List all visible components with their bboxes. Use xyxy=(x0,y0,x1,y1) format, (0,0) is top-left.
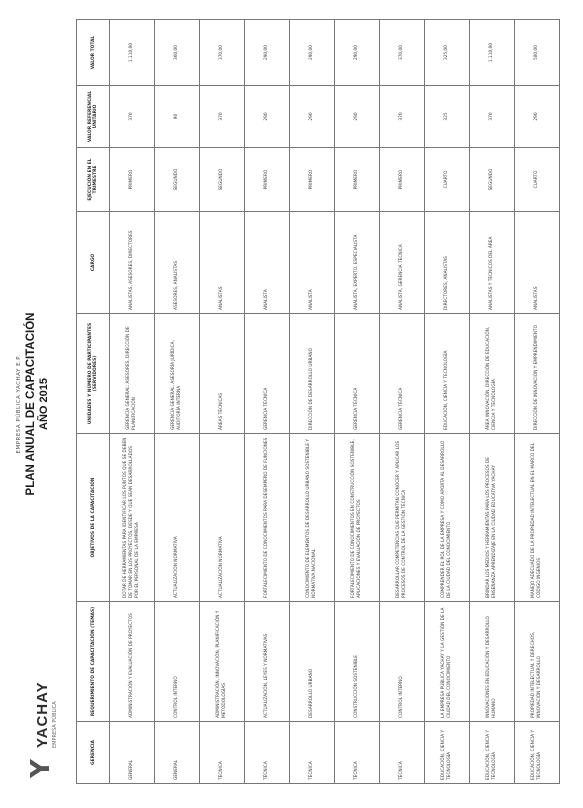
cell-objetivo: MANEJO ADECUADO DE LA PROPIEDAD INTELECTUAL EN EL MARCO DEL CÓDIGO INGENIOS xyxy=(515,434,560,602)
cell-gerencia: TÉCNICA xyxy=(380,722,425,784)
cell-valor-unitario: 370 xyxy=(200,86,245,148)
cell-tema: CONSTRUCCIÓN SOSTENIBLE xyxy=(335,602,380,722)
cell-unidades: GERENCIA TÉCNICA xyxy=(335,314,380,434)
cell-unidades: EDUCACIÓN, CIENCIA Y TECNOLOGÍA xyxy=(425,314,470,434)
column-header: EJECUCIÓN EN EL TRIMESTRE xyxy=(77,148,110,212)
cell-valor-total: 290,00 xyxy=(245,20,290,86)
cell-unidades: GERENCIA TÉCNICA xyxy=(245,314,290,434)
cell-unidades: ÁREA INNOVACIÓN, DIRECCIÓN DE EDUCACIÓN, CIENCIA Y TECNOLOGÍA xyxy=(470,314,515,434)
cell-valor-total: 370,00 xyxy=(200,20,245,86)
table-row xyxy=(110,20,155,784)
cell-valor-total: 1.110,00 xyxy=(470,20,515,86)
cell-valor-unitario: 290 xyxy=(515,86,560,148)
cell-valor-total: 290,00 xyxy=(290,20,335,86)
cell-valor-unitario: 370 xyxy=(470,86,515,148)
cell-valor-total: 580,00 xyxy=(515,20,560,86)
training-plan-table xyxy=(76,19,560,784)
cell-trimestre: PRIMERO xyxy=(335,148,380,212)
cell-unidades: GERENCIA GENERAL: ASESORES, DIRECCIÓN DE PLANIFICACIÓN xyxy=(110,314,155,434)
column-header: VALOR REFERENCIAL UNITARIO xyxy=(77,86,110,148)
cell-valor-unitario: 290 xyxy=(335,86,380,148)
cell-tema: ADMINISTRACIÓN, INNOVACIÓN, PLANIFICACIÓN Y METODOLOGÍAS xyxy=(200,602,245,722)
cell-cargo: ANALISTA, EXPERTO, ESPECIALISTA xyxy=(335,212,380,314)
cell-trimestre: SEGUNDO xyxy=(470,148,515,212)
cell-tema: ACTUALIZACIÓN, LEYES Y NORMATIVAS xyxy=(245,602,290,722)
cell-trimestre: SEGUNDO xyxy=(155,148,200,212)
cell-tema: ADMINISTRACIÓN Y EVALUACIÓN DE PROYECTOS xyxy=(110,602,155,722)
cell-valor-total: 1.110,00 xyxy=(110,20,155,86)
cell-cargo: ANALISTA, GERENCIA TÉCNICA xyxy=(380,212,425,314)
table-row xyxy=(155,20,200,784)
cell-gerencia: EDUCACIÓN, CIENCIA Y TECNOLOGÍA xyxy=(515,722,560,784)
cell-cargo: DIRECTORES, ANALISTAS xyxy=(425,212,470,314)
cell-objetivo: DESARROLLAR COMPETENCIAS QUE PERMITAN CONOCER Y APLICAR LOS PROCESOS DE CONTROL DE LA GESTIÓN TÉCNICA xyxy=(380,434,425,602)
cell-valor-unitario: 370 xyxy=(380,86,425,148)
cell-cargo: ANALISTA xyxy=(245,212,290,314)
cell-tema: INNOVACIONES EN EDUCACIÓN Y DESARROLLO HUMANO xyxy=(470,602,515,722)
column-header: OBJETIVOS DE LA CAPACITACIÓN xyxy=(77,434,110,602)
cell-objetivo: FORTALECIMIENTO DE CONOCIMIENTOS PARA DESEMPEÑO DE FUNCIONES xyxy=(245,434,290,602)
cell-objetivo: DOTAR DE HERRAMIENTAS PARA IDENTIFICAR LOS PUNTOS QUE SE DEBEN DE TOMAR EN LOS PROYECTOS, DESDE Y QUE SEAN DESARROLLADOS POR EL PERSONAL DE LA EMPRESA xyxy=(110,434,155,602)
column-header: REQUERIMIENTO DE CAPACITACIÓN (TEMAS) xyxy=(77,602,110,722)
cell-trimestre: PRIMERO xyxy=(290,148,335,212)
table-row xyxy=(470,20,515,784)
column-header: CARGO xyxy=(77,212,110,314)
cell-valor-total: 290,00 xyxy=(335,20,380,86)
table-row xyxy=(245,20,290,784)
column-header: UNIDADES Y NÚMERO DE PARTICIPANTES (SERVIDORES) xyxy=(77,314,110,434)
cell-gerencia: TÉCNICA xyxy=(290,722,335,784)
table-row xyxy=(515,20,560,784)
table-row xyxy=(200,20,245,784)
cell-valor-unitario: 290 xyxy=(290,86,335,148)
cell-valor-total: 370,00 xyxy=(380,20,425,86)
document-year: AÑO 2015 xyxy=(38,378,50,430)
cell-valor-unitario: 290 xyxy=(245,86,290,148)
cell-valor-unitario: 325 xyxy=(425,86,470,148)
cell-gerencia: TÉCNICA xyxy=(200,722,245,784)
logo-subtext: EMPRESA PÚBLICA xyxy=(52,701,58,748)
cell-trimestre: PRIMERO xyxy=(110,148,155,212)
table-row xyxy=(335,20,380,784)
cell-trimestre: CUARTO xyxy=(515,148,560,212)
cell-gerencia: GENERAL xyxy=(110,722,155,784)
yachay-logo-icon: Y xyxy=(26,759,56,778)
column-header: VALOR TOTAL xyxy=(77,20,110,86)
cell-objetivo: FORTALECIMIENTO DE CONOCIMIENTOS EN CONSTRUCCIÓN SOSTENIBLE, APLICACIONES Y EVALUACIÓN DE PROYECTOS xyxy=(335,434,380,602)
cell-valor-unitario: 90 xyxy=(155,86,200,148)
cell-valor-unitario: 370 xyxy=(110,86,155,148)
cell-gerencia: TÉCNICA xyxy=(335,722,380,784)
cell-tema: DESARROLLO URBANO xyxy=(290,602,335,722)
cell-objetivo: COMPRENDER EL ROL DE LA EMPRESA Y COMO APORTA AL DESARROLLO DE LA CIUDAD DEL CONOCIMIENTO xyxy=(425,434,470,602)
company-name: EMPRESA PÚBLICA YACHAY E.P. xyxy=(16,354,22,454)
cell-tema: CONTROL INTERNO xyxy=(380,602,425,722)
cell-cargo: ANALISTAS, ASESORES, DIRECTORES xyxy=(110,212,155,314)
cell-cargo: ANALISTA xyxy=(290,212,335,314)
cell-tema: CONTROL INTERNO xyxy=(155,602,200,722)
cell-valor-total: 325,00 xyxy=(425,20,470,86)
cell-cargo: ANALISTAS xyxy=(200,212,245,314)
cell-unidades: DIRECCIÓN DE INNOVACIÓN Y EMPRENDIMIENTO xyxy=(515,314,560,434)
logo-text: YACHAY xyxy=(34,681,51,748)
cell-unidades: GERENCIA TÉCNICA xyxy=(380,314,425,434)
column-header: GERENCIA xyxy=(77,722,110,784)
table-row xyxy=(380,20,425,784)
cell-unidades: ÁREAS TÉCNICAS xyxy=(200,314,245,434)
cell-gerencia: GENERAL xyxy=(155,722,200,784)
cell-trimestre: CUARTO xyxy=(425,148,470,212)
cell-gerencia: TÉCNICA xyxy=(245,722,290,784)
cell-gerencia: EDUCACIÓN, CIENCIA Y TECNOLOGÍA xyxy=(470,722,515,784)
table-header-row xyxy=(77,20,110,784)
cell-tema: PROPIEDAD INTELECTUAL Y DERECHOS, INNOVACIÓN Y DESARROLLO xyxy=(515,602,560,722)
cell-cargo: ANALISTAS xyxy=(515,212,560,314)
cell-cargo: ASESORES, ANALISTAS xyxy=(155,212,200,314)
cell-objetivo: ACTUALIZACIÓN NORMATIVA xyxy=(200,434,245,602)
cell-objetivo: ACTUALIZACIÓN NORMATIVA xyxy=(155,434,200,602)
cell-objetivo: CONOCIMIENTO DE ELEMENTOS DE DESARROLLO URBANO SOSTENIBLE Y NORMATIVA NACIONAL xyxy=(290,434,335,602)
document-title: PLAN ANUAL DE CAPACITACIÓN xyxy=(25,312,37,496)
cell-gerencia: EDUCACIÓN, CIENCIA Y TECNOLOGÍA xyxy=(425,722,470,784)
cell-tema: LA EMPRESA PÚBLICA YACHAY Y LA GESTIÓN DE LA CIUDAD DEL CONOCIMIENTO xyxy=(425,602,470,722)
cell-unidades: DIRECCIÓN DE DESARROLLO URBANO xyxy=(290,314,335,434)
table-row xyxy=(425,20,470,784)
cell-trimestre: SEGUNDO xyxy=(200,148,245,212)
cell-cargo: ANALISTAS Y TÉCNICOS DEL ÁREA xyxy=(470,212,515,314)
document-heading xyxy=(16,24,50,784)
cell-trimestre: PRIMERO xyxy=(380,148,425,212)
cell-objetivo: BRINDAR LOS MEDIOS Y HERRAMIENTAS PARA LOS PROCESOS DE ENSEÑANZA APRENDIZAJE EN LA CIUDAD EDUCATIVA YACHAY xyxy=(470,434,515,602)
cell-unidades: GERENCIA GENERAL, ASESORÍA JURÍDICA, AUDITORÍA INTERNA xyxy=(155,314,200,434)
table-row xyxy=(290,20,335,784)
cell-trimestre: PRIMERO xyxy=(245,148,290,212)
cell-valor-total: 360,00 xyxy=(155,20,200,86)
